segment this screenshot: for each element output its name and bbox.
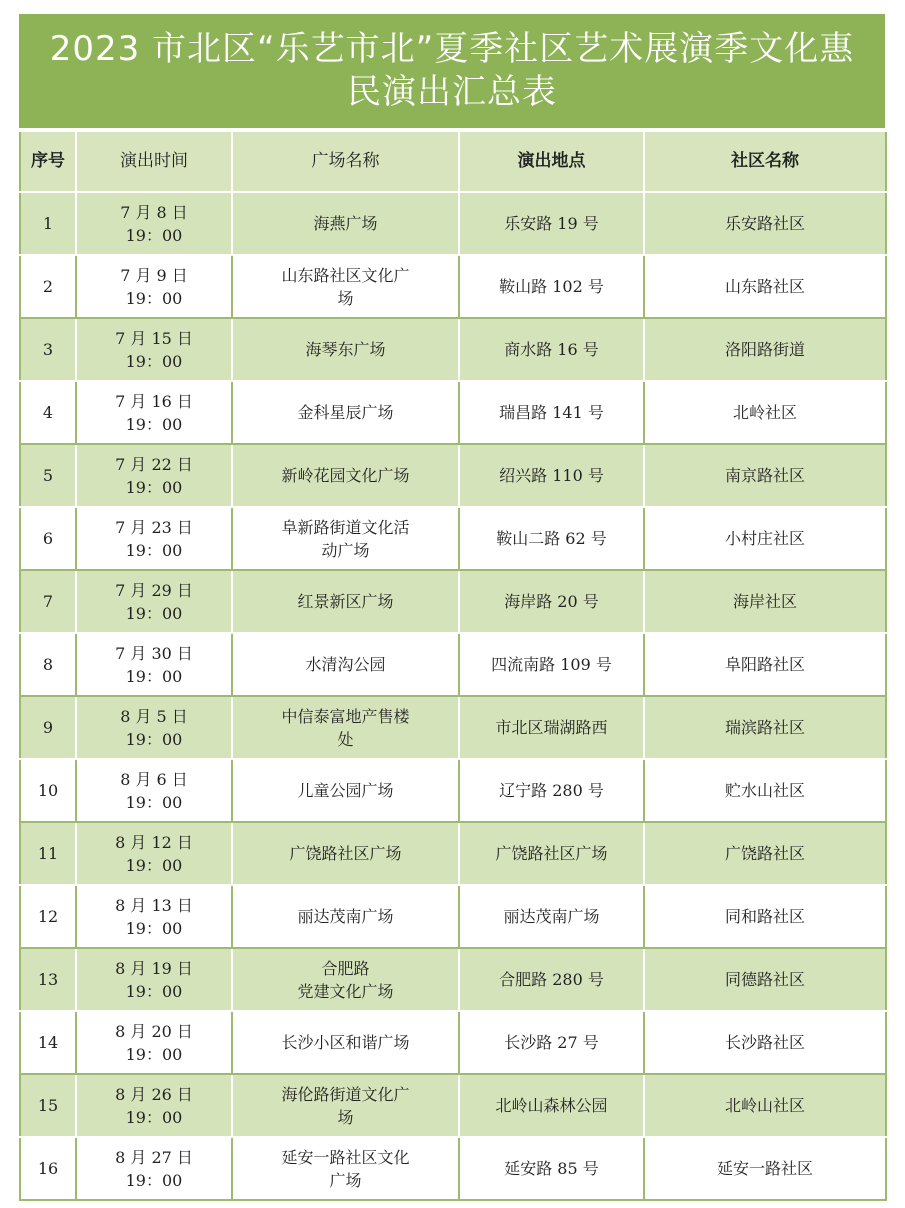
performance-date: 8 月 27 日 [115,1147,193,1167]
cell-plaza [232,948,459,1011]
performance-date: 8 月 6 日 [120,769,188,789]
performance-table [19,128,887,1201]
cell-address: 丽达茂南广场 [459,885,644,948]
cell-community: 延安一路社区 [644,1137,886,1200]
performance-date: 7 月 30 日 [115,643,193,663]
cell-time [76,192,232,255]
table-row [20,255,886,318]
cell-time [76,696,232,759]
performance-clock: 19：00 [125,729,183,749]
cell-index: 8 [20,633,76,696]
performance-clock: 19：00 [125,477,183,497]
cell-index: 4 [20,381,76,444]
performance-date: 7 月 22 日 [115,454,193,474]
cell-community: 山东路社区 [644,255,886,318]
cell-time [76,633,232,696]
cell-time [76,318,232,381]
header-address: 演出地点 [459,130,644,192]
performance-date: 8 月 20 日 [115,1021,193,1041]
cell-address: 四流南路 109 号 [459,633,644,696]
plaza-name-line: 延安一路社区文化 [281,1147,410,1167]
cell-index: 15 [20,1074,76,1137]
title-line-2: 民演出汇总表 [347,72,557,112]
performance-clock: 19：00 [125,918,183,938]
plaza-name-line: 山东路社区文化广 [281,265,410,285]
cell-address: 北岭山森林公园 [459,1074,644,1137]
cell-address: 广饶路社区广场 [459,822,644,885]
cell-plaza [232,1074,459,1137]
plaza-name-line: 阜新路街道文化活 [281,517,410,537]
performance-date: 7 月 29 日 [115,580,193,600]
performance-date: 7 月 16 日 [115,391,193,411]
title-line-1: 2023 市北区“乐艺市北”夏季社区艺术展演季文化惠 [49,29,855,69]
cell-community: 乐安路社区 [644,192,886,255]
performance-clock: 19：00 [125,1170,183,1190]
cell-time [76,948,232,1011]
plaza-name-line: 广饶路社区广场 [289,844,402,863]
cell-community: 小村庄社区 [644,507,886,570]
table-row [20,822,886,885]
header-community: 社区名称 [644,130,886,192]
cell-address: 海岸路 20 号 [459,570,644,633]
performance-clock: 19：00 [125,1044,183,1064]
cell-plaza [232,822,459,885]
cell-index: 14 [20,1011,76,1074]
performance-date: 8 月 12 日 [115,832,193,852]
cell-community: 同和路社区 [644,885,886,948]
cell-plaza [232,696,459,759]
plaza-name-line: 海琴东广场 [305,340,386,359]
plaza-name-line: 儿童公园广场 [297,781,394,800]
performance-date: 8 月 13 日 [115,895,193,915]
performance-clock: 19：00 [125,414,183,434]
cell-address: 辽宁路 280 号 [459,759,644,822]
cell-time [76,444,232,507]
cell-time [76,255,232,318]
cell-community: 北岭山社区 [644,1074,886,1137]
table-row [20,759,886,822]
performance-clock: 19：00 [125,792,183,812]
cell-community: 海岸社区 [644,570,886,633]
table-row [20,948,886,1011]
cell-plaza [232,255,459,318]
cell-time [76,1011,232,1074]
performance-date: 7 月 23 日 [115,517,193,537]
table-row [20,444,886,507]
cell-index: 1 [20,192,76,255]
plaza-name-line: 党建文化广场 [297,981,394,1001]
cell-plaza [232,1137,459,1200]
cell-address: 瑞昌路 141 号 [459,381,644,444]
plaza-name-line: 水清沟公园 [305,655,386,674]
cell-address: 商水路 16 号 [459,318,644,381]
cell-plaza [232,885,459,948]
performance-clock: 19：00 [125,225,183,245]
cell-address: 长沙路 27 号 [459,1011,644,1074]
table-row [20,696,886,759]
plaza-name-line: 海燕广场 [313,214,378,233]
table-header-row [20,130,886,192]
header-index: 序号 [20,130,76,192]
cell-time [76,381,232,444]
cell-time [76,759,232,822]
performance-date: 8 月 19 日 [115,958,193,978]
performance-clock: 19：00 [125,855,183,875]
performance-clock: 19：00 [125,981,183,1001]
table-row [20,1011,886,1074]
cell-index: 3 [20,318,76,381]
plaza-name-line: 处 [337,729,354,749]
plaza-name-line: 合肥路 [321,958,370,978]
header-time: 演出时间 [76,130,232,192]
cell-index: 2 [20,255,76,318]
cell-address: 市北区瑞湖路西 [459,696,644,759]
plaza-name-line: 广场 [329,1170,362,1190]
plaza-name-line: 金科星辰广场 [297,403,394,422]
schedule-sheet [19,14,885,1201]
cell-index: 16 [20,1137,76,1200]
table-row [20,885,886,948]
cell-community: 长沙路社区 [644,1011,886,1074]
table-row [20,1074,886,1137]
performance-clock: 19：00 [125,351,183,371]
performance-date: 7 月 8 日 [120,202,188,222]
performance-clock: 19：00 [125,1107,183,1127]
plaza-name-line: 海伦路街道文化广 [281,1084,410,1104]
plaza-name-line: 长沙小区和谐广场 [281,1033,410,1052]
cell-community: 阜阳路社区 [644,633,886,696]
performance-date: 7 月 9 日 [120,265,188,285]
cell-plaza [232,381,459,444]
cell-index: 13 [20,948,76,1011]
cell-plaza [232,1011,459,1074]
cell-index: 7 [20,570,76,633]
cell-community: 南京路社区 [644,444,886,507]
cell-community: 洛阳路街道 [644,318,886,381]
table-row [20,318,886,381]
cell-time [76,822,232,885]
table-row [20,381,886,444]
cell-time [76,1074,232,1137]
cell-community: 同德路社区 [644,948,886,1011]
cell-plaza [232,192,459,255]
table-row [20,1137,886,1200]
table-row [20,192,886,255]
plaza-name-line: 新岭花园文化广场 [281,466,410,485]
cell-index: 6 [20,507,76,570]
cell-community: 广饶路社区 [644,822,886,885]
cell-address: 鞍山路 102 号 [459,255,644,318]
header-plaza: 广场名称 [232,130,459,192]
cell-plaza [232,318,459,381]
cell-time [76,570,232,633]
plaza-name-line: 中信泰富地产售楼 [281,706,410,726]
performance-date: 8 月 5 日 [120,706,188,726]
cell-community: 贮水山社区 [644,759,886,822]
performance-clock: 19：00 [125,540,183,560]
plaza-name-line: 场 [337,288,354,308]
plaza-name-line: 丽达茂南广场 [297,907,394,926]
cell-community: 北岭社区 [644,381,886,444]
cell-index: 5 [20,444,76,507]
cell-time [76,507,232,570]
cell-index: 11 [20,822,76,885]
cell-address: 合肥路 280 号 [459,948,644,1011]
cell-index: 10 [20,759,76,822]
table-row [20,507,886,570]
cell-address: 乐安路 19 号 [459,192,644,255]
performance-clock: 19：00 [125,288,183,308]
cell-plaza [232,633,459,696]
table-row [20,570,886,633]
cell-time [76,1137,232,1200]
performance-clock: 19：00 [125,666,183,686]
cell-plaza [232,759,459,822]
cell-index: 12 [20,885,76,948]
cell-plaza [232,507,459,570]
performance-date: 7 月 15 日 [115,328,193,348]
plaza-name-line: 红景新区广场 [297,592,394,611]
table-row [20,633,886,696]
cell-address: 延安路 85 号 [459,1137,644,1200]
cell-index: 9 [20,696,76,759]
performance-clock: 19：00 [125,603,183,623]
plaza-name-line: 动广场 [321,540,370,560]
performance-date: 8 月 26 日 [115,1084,193,1104]
cell-plaza [232,444,459,507]
table-body [20,192,886,1200]
cell-time [76,885,232,948]
plaza-name-line: 场 [337,1107,354,1127]
cell-address: 鞍山二路 62 号 [459,507,644,570]
cell-address: 绍兴路 110 号 [459,444,644,507]
cell-plaza [232,570,459,633]
cell-community: 瑞滨路社区 [644,696,886,759]
page-title [19,14,885,128]
